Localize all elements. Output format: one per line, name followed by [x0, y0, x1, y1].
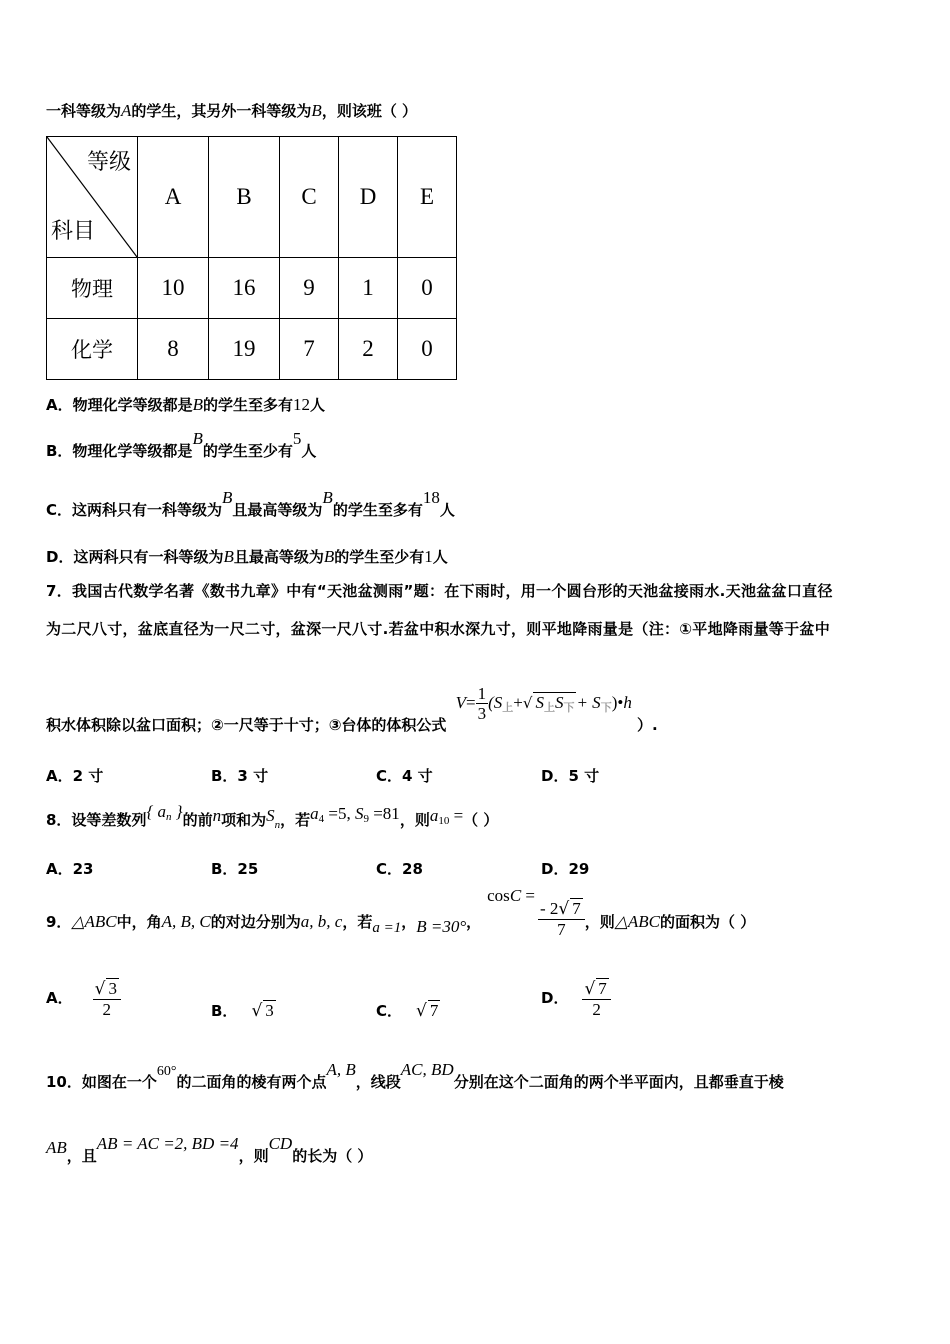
text: ，则 — [238, 1147, 269, 1165]
text: 的对边分别为 — [210, 913, 301, 931]
q7-option-a[interactable]: A．2 寸 — [46, 767, 104, 785]
q10-line1 — [46, 1060, 784, 1094]
cos-formula — [487, 886, 585, 939]
math-fraction — [538, 898, 585, 939]
q9-stem — [46, 886, 756, 944]
math-num: 5 — [292, 429, 302, 448]
text: 8．设等差数列 — [46, 811, 147, 829]
text: 人 — [301, 442, 317, 460]
text: C．这两科只有一科等级为 — [46, 501, 223, 519]
math-var: AC, BD — [400, 1060, 454, 1079]
text: 人 — [432, 548, 448, 566]
math-sub: 上 — [543, 701, 555, 714]
table-header-row — [47, 137, 457, 258]
text: ，则 — [584, 913, 615, 931]
math-sub: 上 — [502, 701, 514, 714]
q6-option-c[interactable] — [46, 488, 455, 520]
table-header: B — [209, 137, 280, 258]
table-cell: 0 — [398, 258, 457, 319]
math-var: △ABC — [71, 912, 117, 931]
text: 人 — [310, 396, 326, 414]
math-num: 12 — [293, 395, 311, 414]
table-cell: 10 — [138, 258, 209, 319]
math-sub: 9 — [363, 813, 369, 825]
text: 9． — [46, 913, 72, 931]
math-fraction — [582, 978, 610, 1019]
math-sub: n — [166, 811, 172, 823]
table-cell: 2 — [339, 319, 398, 380]
table-header: D — [339, 137, 398, 258]
math-sqrt: 7 — [572, 899, 581, 918]
q6-option-d[interactable] — [46, 547, 448, 567]
math-term: (S — [488, 693, 503, 712]
math-var: a, b, c — [300, 912, 343, 931]
text: ，若 — [280, 811, 311, 829]
math-num: 18 — [422, 488, 440, 507]
q8-option-d[interactable]: D．29 — [541, 860, 590, 878]
math-var: A, B, C — [161, 912, 211, 931]
frac-den: 7 — [557, 920, 566, 939]
text: ，线段 — [355, 1073, 401, 1091]
corner-label-subject: 科目 — [51, 219, 96, 244]
math-var: B — [323, 547, 335, 566]
math-var: CD — [268, 1134, 293, 1153]
math-sub: 下 — [563, 701, 575, 714]
math-num: =81 — [368, 804, 400, 823]
table-cell: 8 — [138, 319, 209, 380]
text: 的前 — [182, 811, 213, 829]
q8-stem — [46, 802, 499, 832]
math-var: B =30° — [416, 917, 467, 936]
table-header: C — [280, 137, 339, 258]
option-label: B． — [211, 1002, 238, 1020]
math-var: { a — [146, 802, 167, 821]
math-sqrt: 7 — [429, 1001, 439, 1020]
text: ，则 — [399, 811, 430, 829]
sqrt-sign: √ — [94, 979, 106, 999]
text: 的长为（ ） — [292, 1147, 373, 1165]
option-label: C． — [376, 1002, 403, 1020]
text: ）. — [637, 716, 658, 734]
q7-option-d[interactable]: D．5 寸 — [541, 767, 600, 785]
math-var: S — [354, 804, 364, 823]
math-func: cos — [487, 886, 510, 905]
math-var: a =1 — [372, 920, 402, 936]
sqrt-sign: √ — [416, 1001, 427, 1021]
math-sqrt: 3 — [265, 1001, 274, 1020]
q6-option-a[interactable] — [46, 395, 325, 415]
q7-option-c[interactable]: C．4 寸 — [376, 767, 433, 785]
table-cell: 7 — [280, 319, 339, 380]
q8-ask — [430, 807, 463, 825]
text: ， — [466, 913, 482, 931]
q7-option-b[interactable]: B．3 寸 — [211, 767, 269, 785]
text: 的学生至多有 — [332, 501, 423, 519]
q7-line3 — [46, 684, 658, 744]
q9-stem-part1 — [46, 912, 482, 936]
frac-den: 2 — [102, 1000, 112, 1019]
math-sym: = — [521, 886, 535, 905]
math-sym: = — [449, 806, 464, 825]
grade-table — [46, 136, 457, 380]
math-var: B — [311, 101, 322, 120]
math-var: S — [554, 693, 564, 712]
q7-line2: 为二尺八寸，盆底直径为一尺二寸，盆深一尺八寸.若盆中积水深九寸，则平地降雨量是（注：①平地降雨量等于盆中 — [46, 620, 831, 638]
sqrt-sign: √ — [522, 694, 533, 712]
corner-label-grade: 等级 — [86, 150, 131, 175]
table-row-header: 化学 — [47, 319, 138, 380]
table-row — [47, 319, 457, 380]
q8-condition — [310, 805, 400, 823]
sqrt-sign: √ — [584, 979, 596, 999]
math-var: AB — [46, 1138, 67, 1157]
math-sub: 10 — [438, 815, 450, 827]
text: 的学生至多有 — [203, 396, 294, 414]
q9-stem-part2 — [585, 913, 755, 931]
text: ，若 — [342, 913, 373, 931]
math-var: AB = AC =2, BD =4 — [96, 1134, 239, 1153]
text: 的学生至少有 — [334, 548, 425, 566]
q8-option-c[interactable]: C．28 — [376, 860, 423, 878]
math-num: - 2 — [540, 899, 559, 918]
q9-option-d[interactable] — [541, 978, 611, 1019]
math-sub: n — [274, 819, 281, 831]
text: B．物理化学等级都是 — [46, 442, 193, 460]
table-cell: 9 — [280, 258, 339, 319]
math-var: a — [310, 804, 319, 823]
frac-num: 1 — [477, 684, 487, 703]
math-var: B — [192, 429, 203, 448]
table-cell: 1 — [339, 258, 398, 319]
math-sym: = — [466, 693, 476, 712]
table-corner-cell — [47, 137, 138, 258]
math-fraction — [476, 684, 489, 723]
math-var: h — [623, 693, 632, 712]
q9-option-c[interactable] — [376, 1000, 440, 1021]
q6-option-b[interactable] — [46, 429, 317, 461]
q7-line1: 7．我国古代数学名著《数书九章》中有“天池盆测雨”题：在下雨时，用一个圆台形的天池盆接雨水.天池盆盆口直径 — [46, 582, 833, 600]
math-sqrt: 3 — [108, 979, 117, 998]
frustum-volume-formula — [456, 684, 632, 723]
q9-option-a[interactable] — [46, 978, 121, 1019]
text: ，且 — [66, 1147, 97, 1165]
text: 人 — [439, 501, 455, 519]
frac-den: 2 — [592, 1000, 601, 1019]
math-var: B — [322, 488, 333, 507]
text: （ ） — [463, 811, 499, 829]
q8-option-a[interactable]: A．23 — [46, 860, 94, 878]
text: 分别在这个二面角的两个半平面内，且都垂直于棱 — [453, 1073, 784, 1091]
math-sqrt: 7 — [598, 979, 607, 998]
text: 且最高等级为 — [232, 501, 323, 519]
math-sym: + — [513, 693, 523, 712]
q8-option-b[interactable]: B．25 — [211, 860, 259, 878]
option-label: D． — [541, 989, 569, 1007]
table-cell: 19 — [209, 319, 280, 380]
q10-line2 — [46, 1134, 373, 1166]
math-sym: )• — [611, 693, 624, 712]
math-term: + S — [576, 693, 601, 712]
table-row — [47, 258, 457, 319]
text: ，则该班（ ） — [321, 102, 418, 120]
math-sqrt-expr — [416, 1001, 440, 1020]
math-var: C — [509, 886, 522, 905]
text: 项和为 — [221, 811, 267, 829]
sqrt-sign: √ — [251, 1001, 263, 1021]
text: 积水体积除以盆口面积；②一尺等于十寸；③台体的体积公式 — [46, 716, 447, 734]
text: 的学生至少有 — [202, 442, 293, 460]
math-var: B — [223, 547, 234, 566]
text: D．这两科只有一科等级为 — [46, 548, 224, 566]
table-header: E — [398, 137, 457, 258]
math-var: B — [192, 395, 204, 414]
math-num: 1 — [424, 547, 433, 566]
math-var: n — [212, 806, 222, 825]
text: ， — [401, 913, 417, 931]
math-var: S — [535, 693, 544, 712]
text: 10．如图在一个 — [46, 1073, 157, 1091]
math-var: B — [222, 488, 233, 507]
table-header: A — [138, 137, 209, 258]
math-fraction — [93, 978, 121, 1019]
frac-num — [93, 978, 121, 1000]
math-sub: 4 — [318, 813, 325, 825]
math-var: S — [266, 806, 275, 825]
text: 的二面角的棱有两个点 — [176, 1073, 327, 1091]
math-sqrt-expr — [251, 1001, 275, 1020]
frac-num — [538, 898, 585, 920]
math-sqrt — [533, 692, 576, 715]
math-var: △ABC — [614, 912, 660, 931]
text: 的学生，其另外一科等级为 — [131, 102, 312, 120]
math-var: V — [455, 693, 467, 712]
math-sub: 下 — [600, 701, 612, 714]
text: 的面积为（ ） — [659, 913, 756, 931]
text: 且最高等级为 — [233, 548, 324, 566]
math-var: A — [121, 101, 132, 120]
frac-num — [582, 978, 610, 1000]
table-cell: 0 — [398, 319, 457, 380]
option-label: A． — [46, 989, 73, 1007]
math-num: =5, — [324, 804, 355, 823]
math-num: 60° — [156, 1064, 177, 1079]
text: 中，角 — [116, 913, 162, 931]
q9-option-b[interactable] — [211, 1000, 276, 1021]
math-var: A, B — [326, 1060, 356, 1079]
q6-stem-tail — [46, 101, 417, 121]
sqrt-sign: √ — [558, 899, 570, 919]
math-var: a — [429, 806, 439, 825]
math-sym: } — [171, 802, 183, 821]
text: 一科等级为 — [46, 102, 122, 120]
sequence-notation — [146, 802, 182, 821]
frac-den: 3 — [477, 704, 487, 723]
table-cell: 16 — [209, 258, 280, 319]
text: A．物理化学等级都是 — [46, 396, 193, 414]
table-row-header: 物理 — [47, 258, 138, 319]
